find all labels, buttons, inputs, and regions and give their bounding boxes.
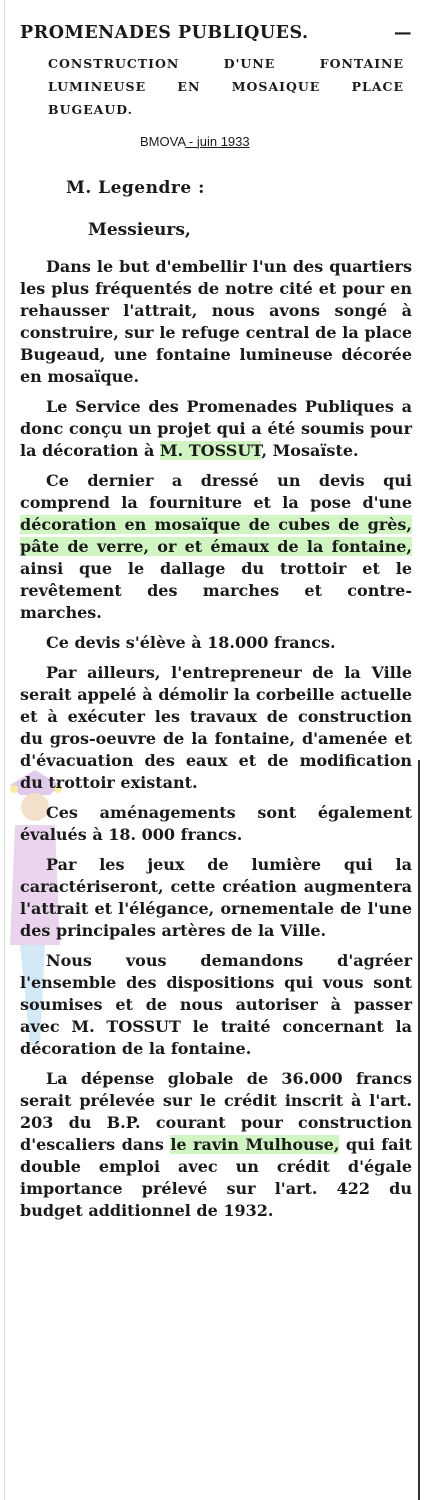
- paragraph: Par les jeux de lumière qui la caractériseront, cette création augmentera l'attrait et l'élégance, ornementale de l'une des principales artères de la Ville.: [20, 855, 412, 940]
- highlight: décoration en mosaïque de cubes de grès, pâte de verre, or et émaux de la fontaine,: [20, 515, 412, 556]
- left-margin-line: [4, 0, 5, 1500]
- salutation: Messieurs,: [88, 220, 191, 240]
- stamp-date-month: juin 1933: [196, 134, 250, 149]
- stamp-source: BMOVA: [140, 134, 186, 149]
- paragraph: Ce dernier a dressé un devis qui comprend la fourniture et la pose d'une décoration en mosaïque de cubes de grès, pâte de verre, or et émaux de la fontaine, ainsi que le dallage du trottoir et le revêtement des marches et contre-marches.: [20, 471, 412, 622]
- paragraph: Par ailleurs, l'entrepreneur de la Ville serait appelé à démolir la corbeille actuelle et à exécuter les travaux de construction du gros-oeuvre de la fontaine, d'amenée et d'évacuation des eaux et de modification du trottoir existant.: [20, 663, 412, 792]
- paragraph: Dans le but d'embellir l'un des quartiers les plus fréquentés de notre cité et pour en rehausser l'attrait, nous avons songé à construire, sur le refuge central de la place Bugeaud, une fontaine lumineuse décorée en mosaïque.: [20, 257, 412, 386]
- section-title-text: PROMENADES PUBLIQUES.: [20, 23, 309, 43]
- paragraph: Ce devis s'élève à 18.000 francs.: [46, 633, 336, 652]
- paragraph: La dépense globale de 36.000 francs serait prélevée sur le crédit inscrit à l'art. 203 du B.P. courant pour construction d'escaliers dans le ravin Mulhouse, qui fait double emploi avec un crédit d'égale importance prélevé sur l'art. 422 du budget additionnel de 1932.: [20, 1069, 412, 1220]
- column-rule: [418, 760, 420, 1500]
- paragraph: Le Service des Promenades Publiques a donc conçu un projet qui a été soumis pour la décoration à M. TOSSUT, Mosaïste.: [20, 397, 412, 460]
- title-dash: —: [394, 23, 412, 43]
- speaker-name: M. Legendre :: [66, 178, 205, 198]
- highlight: M. TOSSUT: [159, 441, 262, 460]
- section-subtitle: CONSTRUCTION D'UNE FONTAINE LUMINEUSE EN MOSAIQUE PLACE BUGEAUD.: [48, 56, 404, 117]
- section-title: [20, 22, 412, 44]
- document-body: [20, 256, 412, 1230]
- stamp-sep: -: [185, 134, 197, 149]
- highlight: le ravin Mulhouse,: [170, 1135, 340, 1154]
- paragraph: Ces aménagements sont également évalués à 18. 000 francs.: [20, 803, 412, 844]
- archive-stamp: [140, 134, 250, 149]
- paragraph: Nous vous demandons d'agréer l'ensemble des dispositions qui vous sont soumises et de nous autoriser à passer avec M. TOSSUT le traité concernant la décoration de la fontaine.: [20, 951, 412, 1058]
